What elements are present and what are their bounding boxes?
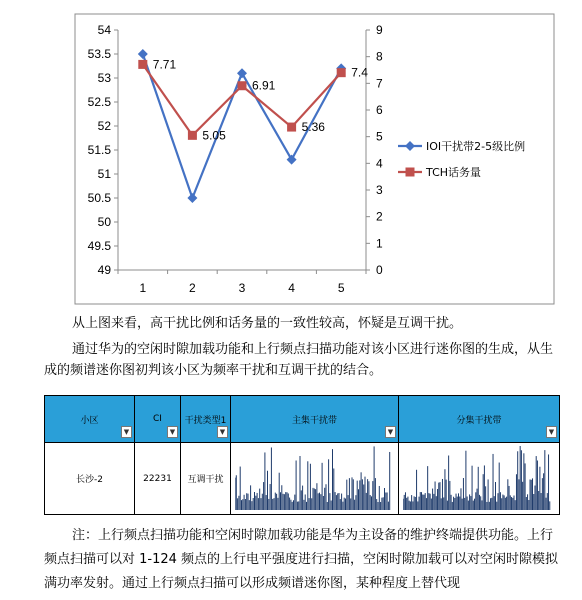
left-tick-label: 50.5 xyxy=(87,191,111,205)
note-paragraph: 注：上行频点扫描功能和空闲时隙加载功能是华为主设备的维护终端提供功能。上行频点扫描可以对 1-124 频点的上行电平强度进行扫描，空闲时隙加载可以对空闲时隙模拟满功率发射。通过上行频点扫描可以形成频谱迷你图，某种程度上替代现 xyxy=(44,528,559,591)
header-cell-name: 小区 ▼ xyxy=(45,396,135,442)
cell-diversity-band xyxy=(399,443,559,514)
data-label: 5.36 xyxy=(301,120,325,135)
cell-name: 长沙-2 xyxy=(45,443,135,514)
right-tick-label: 9 xyxy=(376,23,383,37)
right-tick-label: 0 xyxy=(376,263,383,277)
right-tick-label: 7 xyxy=(376,76,383,91)
left-tick-label: 51.5 xyxy=(87,143,111,157)
legend-marker xyxy=(406,168,415,177)
table-header-row xyxy=(45,396,559,443)
x-tick-label: 3 xyxy=(238,281,246,295)
series-point xyxy=(138,60,147,69)
header-main-band: 主集干扰带 ▼ xyxy=(231,396,399,442)
interference-table xyxy=(44,395,560,515)
data-label: 6.91 xyxy=(252,78,276,93)
cell-type: 互调干扰 xyxy=(181,443,231,514)
chart-border xyxy=(75,14,554,304)
cell-ci: 22231 xyxy=(135,443,181,514)
left-tick-label: 52 xyxy=(97,119,111,133)
series-point xyxy=(337,68,346,77)
right-tick-label: 6 xyxy=(376,103,383,117)
x-tick-label: 1 xyxy=(139,281,147,295)
cell-main-band xyxy=(231,443,399,514)
filter-dropdown-icon[interactable]: ▼ xyxy=(167,426,178,438)
table-row xyxy=(45,443,559,514)
header-interference-type: 干扰类型1 ▼ xyxy=(181,396,231,442)
series-point xyxy=(188,131,197,140)
filter-dropdown-icon[interactable]: ▼ xyxy=(121,426,132,438)
data-label: 7.4 xyxy=(351,65,368,80)
right-tick-label: 2 xyxy=(376,209,383,224)
left-tick-label: 49.5 xyxy=(87,239,111,253)
series-point xyxy=(238,81,247,90)
x-tick-label: 4 xyxy=(288,281,295,295)
series-point xyxy=(287,123,296,132)
paragraph-conclusion: 从上图来看，高干扰比例和话务量的一致性较高，怀疑是互调干扰。 xyxy=(72,316,463,331)
left-tick-label: 49 xyxy=(97,263,111,277)
right-tick-label: 5 xyxy=(376,129,383,144)
diversity-band-spectrum-image xyxy=(403,444,582,510)
left-tick-label: 50 xyxy=(97,215,111,229)
x-tick-label: 5 xyxy=(337,281,345,295)
left-tick-label: 54 xyxy=(97,23,111,37)
x-tick-label: 2 xyxy=(189,281,196,295)
right-tick-label: 8 xyxy=(376,49,383,64)
paragraph-method: 通过华为的空闲时隙加载功能和上行频点扫描功能对该小区进行迷你图的生成，从生成的频谱迷你图初判该小区为频率干扰和互调干扰的结合。 xyxy=(44,342,554,378)
left-tick-label: 52.5 xyxy=(87,95,111,109)
right-tick-label: 3 xyxy=(376,183,383,197)
legend-label: IOI干扰带2-5级比例 xyxy=(426,140,526,153)
legend-label: TCH话务量 xyxy=(426,166,482,179)
header-diversity-band: 分集干扰带 ▼ xyxy=(399,396,559,442)
filter-dropdown-icon[interactable]: ▼ xyxy=(546,426,557,438)
data-label: 5.05 xyxy=(202,128,226,143)
left-tick-label: 53.5 xyxy=(87,47,111,61)
left-tick-label: 51 xyxy=(97,167,111,181)
filter-dropdown-icon[interactable]: ▼ xyxy=(217,426,228,438)
header-ci: CI ▼ xyxy=(135,396,181,442)
right-tick-label: 4 xyxy=(376,156,383,171)
left-tick-label: 53 xyxy=(97,71,111,85)
data-label: 7.71 xyxy=(152,57,177,72)
filter-dropdown-icon[interactable]: ▼ xyxy=(385,426,396,438)
right-tick-label: 1 xyxy=(376,236,383,251)
